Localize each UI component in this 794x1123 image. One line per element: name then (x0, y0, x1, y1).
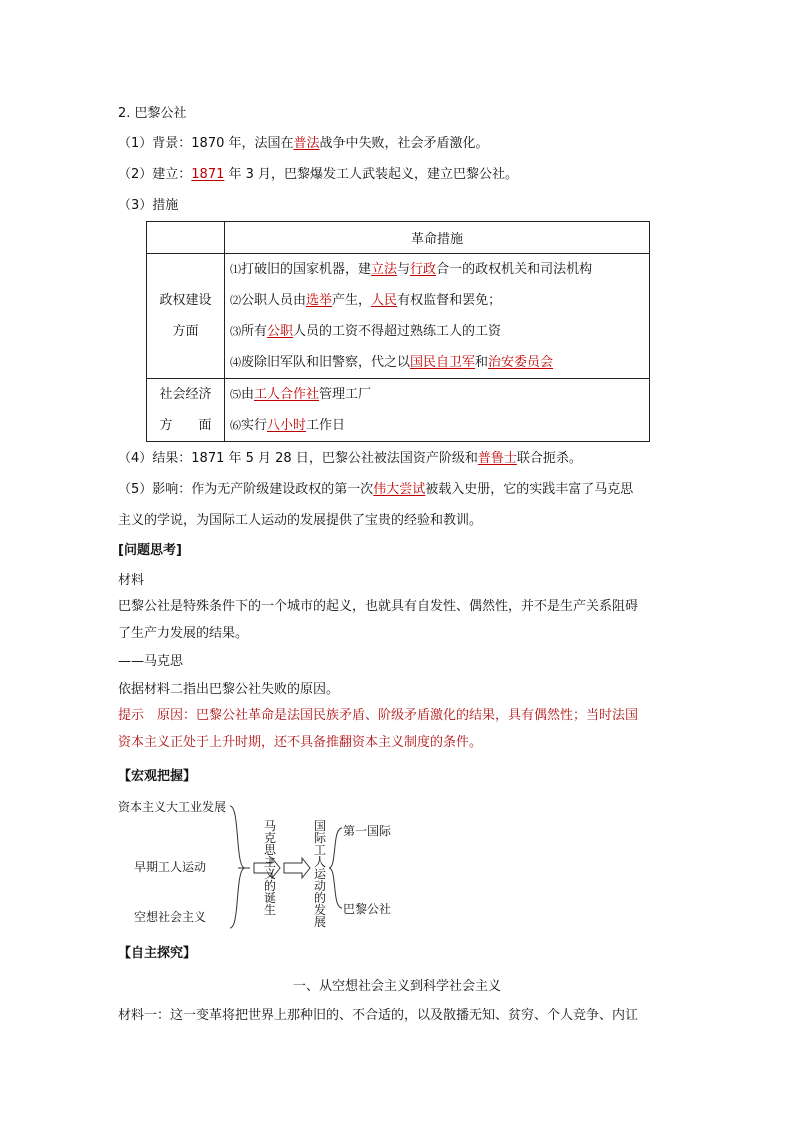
establish-line (118, 165, 518, 185)
material-label: 材料 (118, 573, 145, 588)
source-workers: 早期工人运动 (134, 860, 207, 874)
measure-item-5: ⑸由工人合作社管理工厂 (230, 387, 372, 402)
table-corner-cell (147, 222, 225, 254)
material-line-1: 巴黎公社是特殊条件下的一个城市的起义，也就具有自发性、偶然性，并不是生产关系阻碍 (118, 599, 639, 614)
hint-line-2: 资本主义正处于上升时期，还不具备推翻资本主义制度的条件。 (118, 735, 483, 750)
political-category: 政权建设 方面 (147, 254, 225, 379)
table-header: 革命措施 (225, 222, 650, 254)
measure-item-2: ⑵公职人员由选举产生，人民有权监督和罢免； (230, 293, 502, 308)
measures-heading: （3）措施 (118, 198, 179, 213)
economic-category: 社会经济 方 面 (147, 379, 225, 442)
paris-commune: 巴黎公社 (343, 902, 392, 916)
material-line-2: 了生产力发展的结果。 (118, 626, 249, 641)
subsection-title: 一、从空想社会主义到科学社会主义 (292, 979, 501, 994)
measure-item-3: ⑶所有公职人员的工资不得超过熟练工人的工资 (230, 324, 502, 339)
establish-prefix: （2）建立： (118, 167, 192, 182)
measure-item-1: ⑴打破旧的国家机器，建立法与行政合一的政权机关和司法机构 (230, 262, 593, 277)
explore-heading: 【自主探究】 (118, 946, 197, 961)
arrow-2 (284, 858, 310, 878)
material1-line: 材料一：这一变革将把世界上那种旧的、不合适的，以及散播无知、贫穷、个人竞争、内讧 (118, 1008, 639, 1023)
measures-table (146, 221, 650, 442)
political-items (225, 254, 650, 379)
question-text: 依据材料二指出巴黎公社失败的原因。 (118, 682, 340, 697)
international-movement: 国际工人运动的发展 (313, 819, 326, 929)
background-highlight: 普法 (293, 136, 320, 151)
source-utopian: 空想社会主义 (134, 910, 207, 924)
impact-line-2: 主义的学说，为国际工人运动的发展提供了宝贵的经验和教训。 (118, 513, 483, 528)
macro-heading: 【宏观把握】 (118, 769, 197, 784)
result-line: （4）结果：1871 年 5 月 28 日，巴黎公社被法国资产阶级和普鲁士联合扼杀。 (118, 451, 582, 466)
establish-suffix: 年 3 月，巴黎爆发工人武装起义，建立巴黎公社。 (224, 167, 519, 182)
right-brace (329, 828, 342, 908)
left-brace (230, 806, 245, 928)
economic-items (225, 379, 650, 442)
source-industry: 资本主义大工业发展 (118, 800, 227, 814)
measure-item-6: ⑹实行八小时工作日 (230, 418, 346, 433)
section-title: 2. 巴黎公社 (118, 106, 187, 121)
impact-line-1: （5）影响：作为无产阶级建设政权的第一次伟大尝试被载入史册，它的实践丰富了马克思 (118, 482, 634, 497)
question-heading: [问题思考] (118, 543, 182, 558)
background-suffix: 战争中失败，社会矛盾激化。 (319, 136, 489, 151)
material-author: ——马克思 (118, 654, 184, 669)
hint-line-1: 提示 原因：巴黎公社革命是法国民族矛盾、阶级矛盾激化的结果，具有偶然性；当时法国 (118, 708, 639, 723)
marxism-birth: 马克思主义的诞生 (263, 819, 276, 917)
concept-diagram (110, 796, 440, 936)
establish-highlight: 1871 (191, 167, 225, 182)
result-highlight: 普鲁士 (477, 451, 517, 466)
background-line (118, 134, 489, 154)
measure-item-4: ⑷废除旧军队和旧警察，代之以国民自卫军和治安委员会 (230, 355, 554, 370)
first-international: 第一国际 (343, 824, 392, 838)
background-prefix: （1）背景：1870 年，法国在 (118, 136, 294, 151)
impact-highlight: 伟大尝试 (373, 482, 426, 497)
